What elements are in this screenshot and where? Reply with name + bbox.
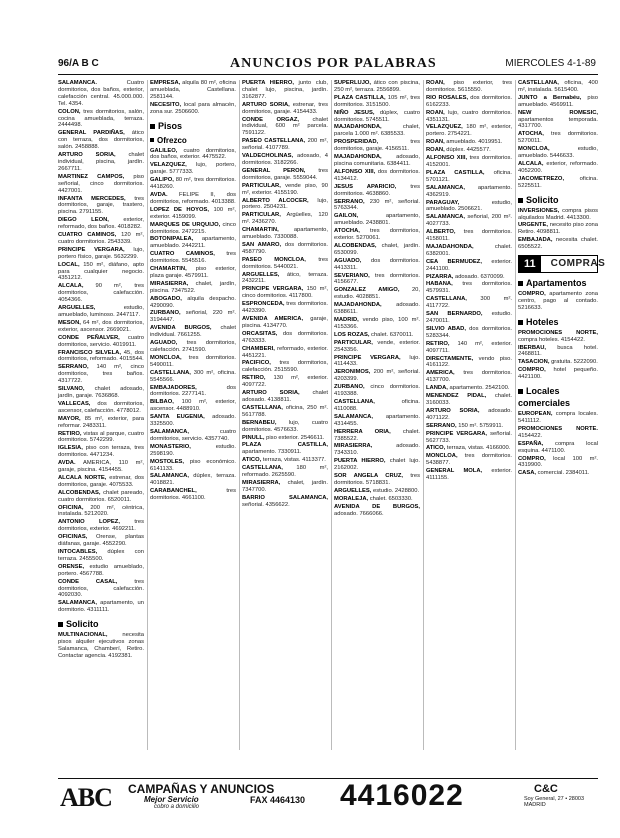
column-1 — [58, 80, 144, 750]
classified-ad: COLON, tres dormitorios, salón, cocina amueblada, terraza. 2444498. — [58, 108, 144, 129]
classified-ad: VELAZQUEZ, 180 m², exterior, portero. 2754221. — [426, 124, 512, 138]
column-2-entries — [150, 148, 236, 503]
classified-ad: JESUS APARICIO, tres dormitorios. 4638860. — [334, 183, 420, 197]
classified-ad: JACOMETREZO, oficina. 5225511. — [518, 175, 598, 189]
classified-ad: GENERAL PERON, tres dormitorios, garaje. 5559044. — [242, 167, 329, 181]
classified-ad: ALCOBENDAS, chalet, jardín. 6530099. — [334, 242, 420, 256]
classified-ad: PROSPERIDAD, tres dormitorios, garaje. 4156511. — [334, 139, 420, 153]
subheading-ofrezco: Ofrezco — [150, 135, 236, 146]
classified-ad: ATICO, terraza, vistas. 4166000. — [426, 445, 511, 452]
classified-ad: MONCLOA, estudio, amueblado. 5446633. — [518, 146, 598, 160]
column-6-locales-entries — [518, 411, 598, 477]
column-5 — [426, 80, 512, 750]
classified-ad: ALCALA, 90 m², tres dormitorios, calefacción. 4054366. — [58, 283, 144, 304]
classified-ad: PASEO MONCLOA, tres dormitorios. 5440021. — [242, 256, 328, 270]
column-divider — [331, 80, 332, 750]
classified-ad: COMPRO, apartamento zona centro, pago al contado. 5216633. — [518, 291, 598, 311]
classified-ad: AVDA. FELIPE II, dos dormitorios, reformado. 4013388. — [150, 191, 236, 205]
classified-ad: SALAMANCA, apartamento, un dormitorio. 4311111. — [58, 600, 144, 614]
column-divider — [423, 80, 424, 750]
classified-ad: OFICINA, 200 m², céntrica, instalada. 5212020. — [58, 504, 144, 518]
classified-ad: RIO ROSALES, dos dormitorios. 6162233. — [426, 94, 512, 108]
column-divider — [515, 80, 516, 750]
classified-ad: SOR ANGELA CRUZ, tres dormitorios. 5718831. — [334, 473, 420, 486]
classified-ad: IBERBAU, busca hotel. 2468811. — [518, 344, 598, 358]
classified-ad: BILBAO, 100 m², exterior, ascensor. 4488910. — [150, 399, 236, 413]
classified-ad: SERRANO, 150 m². 5759911. — [426, 422, 504, 429]
classified-ad: LOPEZ DE HOYOS, 100 m², exterior. 4159099. — [150, 206, 236, 220]
classified-ad: ZURBANO, señorial, 220 m². 3194447. — [150, 310, 236, 324]
classified-ad: MAJADAHONDA, chalet. 6382001. — [426, 243, 512, 257]
classified-ad: AVENIDA DE BURGOS, adosado. 7666066. — [334, 503, 420, 517]
classified-ad: AGUADO, dos dormitorios. 4413311. — [334, 257, 420, 271]
classified-ad: NECESITO, local para almacén, zona sur. 2506600. — [150, 101, 236, 115]
classified-ad: CUATRO CAMINOS, tres dormitorios. 5545516. — [150, 251, 236, 265]
classified-ad: ABOGADO, alquila despacho. 4290090. — [150, 295, 236, 309]
classified-ad: JERONIMOS, 200 m², señorial. 4203399. — [334, 369, 420, 383]
classified-ad: MARTINEZ CAMPOS, piso señorial, cinco dormitorios. 4427001. — [58, 173, 144, 194]
classified-ad: CARABANCHEL, tres dormitorios. 4661100. — [150, 488, 236, 502]
section-bullet-icon — [150, 124, 155, 129]
classified-ad: ALFONSO XIII, tres dormitorios. 4152001. — [426, 155, 512, 168]
column-3 — [242, 80, 328, 750]
subheading-bullet-icon — [150, 138, 154, 142]
classified-ad: SAN BERNARDO, estudio. 2470011. — [426, 311, 512, 324]
classified-ad: ALCALA NORTE, estrenar, dos dormitorios, garaje. 4075533. — [58, 474, 144, 488]
classified-ad: ARTURO SORIA, chalet individual, piscina, jardín. 2667711. — [58, 152, 144, 172]
section-bullet-icon — [518, 281, 523, 286]
phone-number: 4416022 — [340, 779, 464, 812]
classified-ad: ARTURO SORIA, adosado. 4071122. — [426, 407, 512, 421]
classified-ad: RETIRO, 130 m², exterior. 4097722. — [242, 375, 328, 389]
classified-ad: PRINCIPE VERGARA, señorial. 5627733. — [426, 430, 512, 444]
cc-address: Soy General, 27 • 28003 MADRID — [524, 796, 585, 808]
column-2 — [150, 80, 236, 750]
page-title: ANUNCIOS POR PALABRAS — [230, 56, 437, 71]
section-heading-hoteles: Hoteles — [518, 316, 598, 328]
classified-ad: INVERSIONES, compra pisos alquilados Madrid. 4413300. — [518, 207, 598, 221]
collection-note: cobro a domicilio — [154, 804, 200, 810]
classified-ad: MOSTOLES, piso económico. 6141133. — [150, 458, 236, 472]
classified-ad: CASTELLANA, oficina, 250 m². 5617788. — [242, 404, 328, 418]
classified-ad: CASTELLANA, oficina. 4110088. — [334, 398, 420, 412]
classified-ad: CASA, comercial. 2384011. — [518, 470, 590, 477]
classified-ad: DIRECTAMENTE, vendo piso. 4161122. — [426, 355, 512, 369]
classified-ad: COMPRO, local 100 m². 4319900. — [518, 455, 598, 469]
header-rule — [58, 74, 598, 75]
classified-ad: VALLECAS, dos dormitorios, ascensor, calefacción. 4778012. — [58, 400, 144, 414]
classified-ad: INTOCABLES, dúplex con terraza. 2455500. — [58, 549, 144, 562]
classified-ad: CASTELLANA, 300 m². 4117722. — [426, 296, 512, 310]
compras-number: 11 — [519, 256, 541, 272]
classified-ad: CEA BERMUDEZ, exterior. 2441100. — [426, 258, 513, 272]
classified-ad: SEVERIANO, tres dormitorios. 4156677. — [334, 272, 420, 286]
classified-ad: MARQUES DE URQUIJO, cinco dormitorios. 2472215. — [150, 221, 236, 235]
classified-ad: CONDE ORGAZ, chalet individual, 600 m² parcela. 7591122. — [242, 116, 328, 137]
classified-ad: MAJADAHONDA, adosado, piscina comunitaria. 6384411. — [334, 154, 420, 167]
classified-ad: PACIFICO, tres dormitorios, calefacción. 2515590. — [242, 360, 328, 374]
classified-ad: INFANTA MERCEDES, tres dormitorios, garaje, trastero, piscina. 2791155. — [58, 195, 144, 216]
classified-ad: EMBAJADA, necesita chalet. 6505522. — [518, 237, 598, 251]
classified-ad: NIÑO JESUS, dúplex, cuatro dormitorios. 5745511. — [334, 109, 420, 123]
classified-ad: LANDA, apartamento. 2542100. — [426, 385, 510, 392]
column-1-section-entries — [58, 632, 144, 660]
compras-section-banner — [518, 255, 606, 273]
section-bullet-icon — [518, 320, 523, 325]
classified-ad: AMERICA, tres dormitorios. 4137700. — [426, 370, 512, 384]
classified-ad: MONASTERIO, estudio. 2598190. — [150, 443, 236, 457]
classified-ad: ARTURO SORIA, chalet adosado. 4138811. — [242, 390, 328, 403]
section-bullet-icon — [518, 198, 523, 203]
classified-ad: SALAMANCA, apartamento. 4314455. — [334, 413, 420, 427]
classified-ad: ARGUELLES, estudio. 2428800. — [334, 487, 420, 494]
classified-ad: CASTELLANA, 180 m², reformado. 2625590. — [242, 465, 328, 479]
classified-ad: PLAZA CASTILLA, apartamento. 7330911. — [242, 442, 328, 456]
classified-ad: AVENIDA AMERICA, garaje, piscina. 4134770. — [242, 316, 328, 329]
classified-ad: ATICO, terraza, vistas. 4113377. — [242, 457, 326, 464]
classified-ad: ARGUELLES, ático, terraza. 2432211. — [242, 271, 328, 285]
column-4-entries — [334, 80, 420, 517]
classified-ad: SILVIO ABAD, dos dormitorios. 5283344. — [426, 325, 512, 339]
classified-ad: GALIPO, 80 m², tres dormitorios. 4418260. — [150, 177, 236, 191]
classified-ad: ARGUELLES, estudio, amueblado, luminoso. 2447117. — [58, 305, 144, 318]
section-bullet-icon — [58, 622, 63, 627]
classified-ad: VELAZQUEZ, lujo, portero, garaje. 5777333. — [150, 162, 236, 176]
classified-ad: ORCASITAS, dos dormitorios. 4763333. — [242, 330, 328, 344]
classified-ad: EMBAJADORES, dos dormitorios. 2277141. — [150, 384, 236, 398]
classified-ad: CHAMBERI, reformado, exterior. 4451221. — [242, 345, 328, 359]
classified-ad: PARTICULAR, vende piso, 90 m², exterior. 4155190. — [242, 182, 328, 196]
classified-ad: CONDE PEÑALVER, cuatro dormitorios, servicio. 4019911. — [58, 334, 144, 348]
classified-ad: GONZALEZ AMIGO, 20, estudio. 4028851. — [334, 287, 421, 301]
classified-ad: BOTONIPALEA, apartamento, amueblado. 2442211. — [150, 236, 236, 250]
footer-advertisement — [58, 778, 598, 813]
classified-ad: ROAN, amueblado. 4019951. — [426, 139, 503, 146]
classified-ad: ROAN, piso exterior, tres dormitorios. 5615550. — [426, 80, 512, 93]
classified-ad: SUPERLUJO, ático con piscina, 250 m², terraza. 2556899. — [334, 80, 420, 93]
classified-ad: HABANA, tres dormitorios. 4579931. — [426, 281, 512, 295]
classified-ad: MIRASIERRA, chalet, jardín. 7347700. — [242, 479, 328, 493]
classified-ad: CHAMARTIN, apartamento, amueblado. 7330088. — [242, 227, 328, 241]
classified-ad: ANTONIO LOPEZ, tres dormitorios, exterior. 4692211. — [58, 519, 145, 533]
classified-ad: LOS ROZAS, chalet. 6370011. — [334, 331, 414, 338]
campaigns-headline: CAMPAÑAS Y ANUNCIOS — [128, 782, 275, 796]
classified-ad: OFICINAS, Orense, plantas diáfanas, garaje. 4552290. — [58, 534, 144, 548]
classified-ad: NEW ROMESIC, apartamentos temporada. 4317700. — [518, 109, 598, 130]
classified-ad: MULTINACIONAL, necesita pisos alquiler ejecutivos zonas Salamanca, Chamberí, Retiro. Contactar agencia. 4192381. — [58, 632, 144, 659]
column-6-solicito-entries — [518, 208, 598, 251]
column-5-entries — [426, 80, 512, 482]
classified-ad: TASACION, gratuita. 5222090. — [518, 359, 598, 366]
classified-ad: AVENIDA BURGOS, chalet individual. 7661255. — [150, 325, 236, 339]
classified-ad: ALBERTO ALCOCER, lujo, portero. 2504231. — [242, 197, 328, 211]
classified-ad: GALILEO, cuatro dormitorios, dos baños, exterior. 4475522. — [150, 147, 236, 161]
classified-ad: ATOCHA, tres dormitorios. 5270011. — [518, 131, 598, 145]
column-3-entries — [242, 80, 328, 509]
classified-ad: PROMOCIONES NORTE, compra hoteles. 4154422. — [518, 329, 598, 343]
classified-ad: PINULL, piso exterior. 2546611. — [242, 434, 325, 441]
classified-ad: EUROPEAN, compra locales. 5411112. — [518, 411, 598, 424]
classified-ad: RETIRO, 140 m², exterior. 4097711. — [426, 340, 512, 354]
classified-ad: CHAMARTIN, piso exterior, plaza garaje. 4579911. — [150, 266, 236, 279]
classified-ad: AGUADO, tres dormitorios, calefacción. 2741590. — [150, 340, 236, 353]
section-heading-solicito: Solicito — [518, 194, 598, 206]
classified-ad: ALCOBENDAS, chalet pareado, cuatro dormitorios. 6520011. — [58, 489, 144, 503]
classified-ad: PRINCIPE VERGARA, lujo, portero físico, garaje. 5632299. — [58, 246, 144, 260]
classified-ad: PUERTA HIERRO, chalet lujo. 2162002. — [334, 458, 420, 472]
classified-ad: FRANCISCO SILVELA, 45, dos dormitorios, reformado. 4015544. — [58, 349, 144, 363]
classified-ad: PRINCIPE VERGARA, lujo. 4114433. — [334, 354, 420, 368]
fax-number: FAX 4464130 — [250, 795, 306, 805]
column-6 — [518, 80, 606, 750]
classified-ad: ROAN, dúplex. 4425577. — [426, 147, 491, 154]
classified-ad: PLAZA CASTILLA, 105 m², tres dormitorios. 3151500. — [334, 94, 420, 108]
abc-logo: ABC — [60, 783, 112, 812]
classified-ad: MIRASIERRA, chalet, jardín, piscina. 7347522. — [150, 280, 236, 294]
classified-ad: ALFONSO XIII, dos dormitorios. 4134412. — [334, 168, 420, 182]
page-date: MIERCOLES 4-1-89 — [505, 58, 596, 69]
page-header — [58, 56, 598, 74]
classified-ad: MONCLOA, tres dormitorios. 5438877. — [426, 453, 512, 467]
classified-ad: DIEGO LEON, exterior, reformado, dos baños. 4018282. — [58, 217, 144, 231]
classified-ad: SAN AMARO, dos dormitorios. 4587790. — [242, 241, 328, 255]
classified-ad: COMPRO, hotel pequeño. 4421100. — [518, 367, 598, 381]
classified-ad: SANTA EUGENIA, adosado. 3325500. — [150, 414, 236, 428]
classified-ad: SALAMANCA, cuatro dormitorios, servicio. 4357740. — [150, 428, 236, 442]
classified-ad: MAJADAHONDA, adosado. 6388611. — [334, 302, 420, 316]
page-folio: 96/A B C — [58, 58, 99, 69]
classified-ad: MAYOR, 85 m², exterior, para reformar. 2483311. — [58, 415, 144, 429]
classified-ad: MENENDEZ PIDAL, chalet. 3160033. — [426, 393, 512, 406]
classified-ad: SALAMANCA, señorial, 200 m². 4027733. — [426, 214, 512, 228]
column-divider — [147, 80, 148, 750]
classified-ad: IGLESIA, piso con terraza, tres dormitorios. 4471234. — [58, 445, 144, 459]
cc-logo: C&C — [534, 783, 558, 795]
classified-ad: SILVANO, chalet adosado, jardín, garaje. 7636868. — [58, 386, 144, 399]
classified-ad: SALAMANCA. Cuatro dormitorios, dos baños, exterior, calefacción central. 45.000.000. Tel. 4354. — [58, 80, 144, 107]
classified-ad: PROMOCIONES NORTE. 4154422. — [518, 425, 598, 439]
classified-ad: VALDECHOLINAS, adosado, 4 dormitorios. 3182266. — [242, 153, 328, 166]
classified-ad: RETIRO, vistas al parque, cuatro dormitorios. 5742299. — [58, 430, 144, 444]
classified-ad: MADRID, vendo piso, 100 m². 4153366. — [334, 317, 420, 330]
classified-ad: PARTICULAR, Argüelles, 120 m². 2436270. — [242, 212, 328, 226]
column-6-apartamentos-entries — [518, 291, 598, 312]
column-1-entries — [58, 80, 144, 614]
classified-ad: CASTELLANA, oficina, 400 m², instalada. 5615400. — [518, 80, 598, 93]
classified-ad: SERRANO, 230 m², señorial. 5763344. — [334, 198, 420, 212]
classified-ad: CUATRO CAMINOS, 120 m², cuatro dormitorios. 2543339. — [58, 232, 144, 245]
classified-ad: PLAZA CASTILLA, oficina. 5701121. — [426, 169, 512, 183]
classified-ad: MIRASIERRA, adosado. 7343310. — [334, 443, 420, 457]
section-heading-locales: Locales comerciales — [518, 386, 571, 409]
classified-ad: MORALEJA, chalet. 6503330. — [334, 495, 413, 502]
classified-ad: ROAN, lujo, cuatro dormitorios. 4351131. — [426, 109, 512, 123]
classified-ad: MAJADAHONDA, chalet, parcela 1.000 m². 6385533. — [334, 124, 420, 138]
classified-ad: PARAGUAY, estudio, amueblado. 2506621. — [426, 199, 512, 213]
classified-ad: JUNTO a Bernabéu, piso amueblado. 4569911. — [518, 94, 598, 108]
classified-ad: SALAMANCA, apartamento. 4362919. — [426, 184, 512, 198]
classified-ad: GENERAL MOLA, exterior. 4111155. — [426, 468, 512, 482]
classified-ad: ARTURO SORIA, estrenar, tres dormitorios, garaje. 4154433. — [242, 101, 328, 115]
column-2-top-entries — [150, 80, 236, 116]
classified-ad: ALCALA, exterior, reformado. 4052200. — [518, 160, 598, 174]
classified-ad: BARRIO SALAMANCA, señorial. 4356622. — [242, 494, 328, 508]
classified-ad: MESON, 64 m², dos dormitorios, exterior, ascensor. 2669021. — [58, 319, 144, 333]
classified-ad: LOCAL, 150 m², diáfano, apto para cualquier negocio. 4351212. — [58, 261, 144, 282]
classified-ad: ESPRONCEDA, tres dormitorios. 4423390. — [242, 301, 328, 315]
classified-ad: SALAMANCA, dúplex, terraza. 4018821. — [150, 473, 236, 487]
classified-ad: HERRERA ORIA, chalet. 7385522. — [334, 428, 420, 442]
classified-ad: ORENSE, estudio amueblado, portero. 4567788. — [58, 563, 144, 577]
classified-ad: EMPRESA, alquila 80 m², oficina amueblada, Castellana. 2581144. — [150, 80, 236, 100]
section-heading-pisos: Pisos — [150, 120, 236, 132]
column-4 — [334, 80, 420, 750]
classified-ad: CONDE CASAL, tres dormitorios, calefacción. 4092030. — [58, 578, 144, 599]
classified-ad: SERRANO, 140 m², cinco dormitorios, tres baños. 4317722. — [58, 364, 144, 385]
classified-ad: CASTELLANA, 300 m², oficina. 5545566. — [150, 369, 236, 383]
column-6-top-entries — [518, 80, 598, 190]
classified-ad: ESPAÑA, compra local esquina. 4471100. — [518, 440, 598, 454]
classified-ad: GAILON, apartamento, amueblado. 2438801. — [334, 213, 420, 227]
classified-ad: GENERAL PARDIÑAS, ático con terraza, dos dormitorios, salón. 2458888. — [58, 130, 144, 151]
classified-ad: PARTICULAR, vende, exterior. 2543356. — [334, 339, 420, 353]
section-bullet-icon — [518, 389, 523, 394]
classified-ad: PUERTA HIERRO, junto club, chalet lujo, piscina, jardín. 3162877. — [242, 80, 328, 100]
section-heading-solicito: Solicito — [58, 618, 144, 630]
section-heading-apartamentos: Apartamentos — [518, 277, 598, 289]
compras-label: COMPRAS — [550, 257, 606, 269]
classified-ad: PRINCIPE VERGARA, 150 m², cinco dormitorios. 4117800. — [242, 286, 329, 300]
classified-ad: ALBERTO, tres dormitorios. 4158011. — [426, 229, 512, 243]
classified-ad: ATOCHA, tres dormitorios, exterior. 5270061. — [334, 228, 420, 242]
classified-ad: MONCLOA, tres dormitorios. 5490011. — [150, 354, 236, 368]
classified-ad: PIZARRA, adosado. 6370099. — [426, 273, 505, 280]
classified-ad: ZURBANO, cinco dormitorios. 4193388. — [334, 384, 420, 398]
classified-ad: PASEO CASTELLANA, 200 m², señorial. 4107789. — [242, 138, 329, 152]
classified-ad: AVDA. AMERICA, 110 m², garaje, piscina. 4154455. — [58, 460, 144, 474]
column-6-hoteles-entries — [518, 330, 598, 381]
classified-ad: BERNABEU, lujo, cuatro dormitorios. 4576633. — [242, 419, 328, 433]
service-tagline: Mejor Servicio — [144, 795, 199, 804]
column-divider — [239, 80, 240, 750]
classified-ad: URGENTE, necesito piso zona Retiro. 4098811. — [518, 222, 598, 236]
